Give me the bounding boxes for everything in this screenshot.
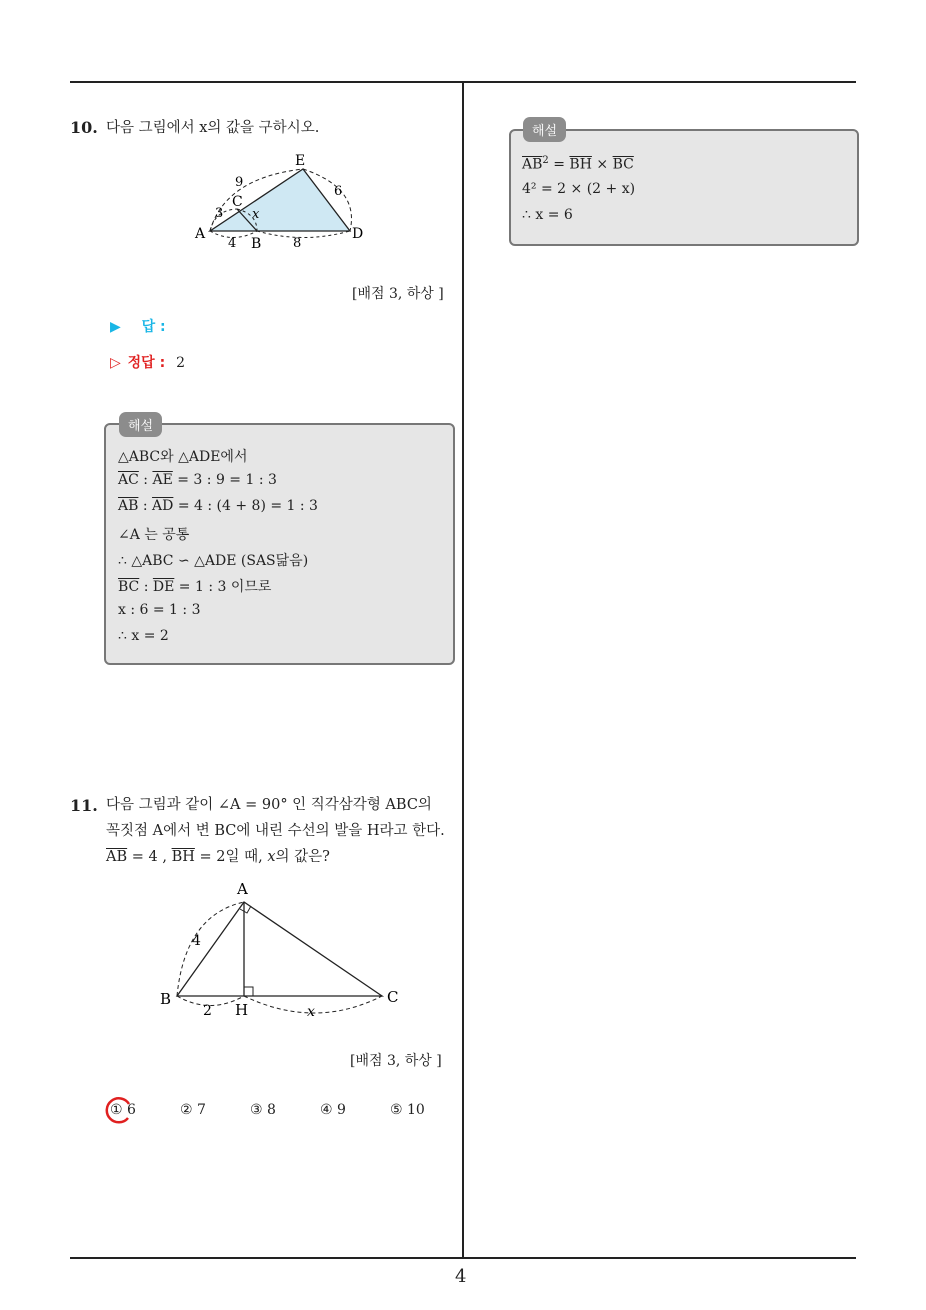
length-ed: 6 bbox=[334, 184, 343, 199]
column-divider bbox=[462, 82, 464, 1259]
q11-expl-line-2: 4² = 2 × (2 + x) bbox=[522, 181, 636, 197]
arc-bd bbox=[257, 231, 350, 238]
correct-answer-label: 정답 : bbox=[127, 355, 166, 371]
q11-expl-line-1: $\overline{AB}^2 = \overline{BH} \times \overline{BC}$ bbox=[522, 155, 634, 173]
label-d: D bbox=[352, 226, 364, 242]
length-ac: 3 bbox=[215, 206, 224, 221]
label-c: C bbox=[387, 988, 399, 1006]
label-a: A bbox=[237, 880, 248, 898]
question-10-figure bbox=[185, 148, 375, 258]
length-ab: 4 bbox=[228, 236, 237, 251]
question-11-text-line-3: $\overline{AB} = 4$ , $\overline{BH} = 2$일 때, x의 값은? bbox=[106, 849, 330, 865]
q11-expl-line-3: ∴ x = 6 bbox=[522, 207, 573, 223]
question-10-explanation-tag: 해설 bbox=[119, 412, 162, 437]
length-ae: 9 bbox=[235, 175, 244, 190]
question-10-score: [배점 3, 하상 ] bbox=[352, 286, 444, 302]
label-c: C bbox=[232, 194, 243, 210]
q10-expl-line-5: ∴ △ABC ∽ △ADE (SAS닮음) bbox=[118, 553, 309, 569]
outline-arrow-icon: ▷ bbox=[110, 355, 121, 371]
correct-answer-row bbox=[110, 352, 185, 372]
label-a: A bbox=[195, 226, 206, 242]
length-bh: 2 bbox=[203, 1003, 212, 1019]
label-h: H bbox=[235, 1001, 249, 1019]
q10-expl-line-1: △ABC와 △ADE에서 bbox=[118, 449, 248, 465]
choice-4[interactable]: ④ 9 bbox=[320, 1102, 346, 1118]
triangle-abc bbox=[177, 902, 382, 996]
length-hc: x bbox=[307, 1004, 315, 1020]
q10-expl-line-7: x : 6 = 1 : 3 bbox=[118, 602, 201, 618]
play-arrow-icon: ▶ bbox=[110, 319, 121, 335]
choice-3[interactable]: ③ 8 bbox=[250, 1102, 276, 1118]
question-11-figure bbox=[155, 875, 415, 1025]
q10-expl-line-8: ∴ x = 2 bbox=[118, 628, 169, 644]
question-11-number: 11. bbox=[70, 796, 98, 815]
q10-expl-line-6: $\overline{BC}$ : $\overline{DE} = 1$ : 3 이므로 bbox=[118, 579, 272, 595]
q10-expl-line-4: ∠A 는 공통 bbox=[118, 527, 190, 543]
answer-label: 답 : bbox=[141, 319, 166, 335]
question-10-text: 다음 그림에서 x의 값을 구하시오. bbox=[106, 120, 320, 136]
choice-1[interactable]: ① 6 bbox=[110, 1102, 136, 1118]
question-11-text-line-1: 다음 그림과 같이 ∠A = 90° 인 직각삼각형 ABC의 bbox=[106, 797, 432, 813]
question-11-text-line-2: 꼭짓점 A에서 변 BC에 내린 수선의 발을 H라고 한다. bbox=[106, 823, 445, 839]
page-number: 4 bbox=[455, 1266, 467, 1287]
q10-expl-line-3: $\overline{AB}$ : $\overline{AD} = 4$ : (4 + 8) = 1 : 3 bbox=[118, 498, 318, 514]
correct-answer-value: 2 bbox=[176, 355, 185, 371]
label-e: E bbox=[295, 153, 306, 169]
label-b: B bbox=[160, 990, 172, 1008]
length-cb: x bbox=[252, 207, 260, 222]
question-10-number: 10. bbox=[70, 118, 98, 137]
length-ab: 4 bbox=[192, 933, 201, 949]
triangle-ade bbox=[210, 169, 350, 231]
question-11-explanation-tag: 해설 bbox=[523, 117, 566, 142]
selected-choice-circle-icon bbox=[101, 1094, 135, 1128]
question-11-score: [배점 3, 하상 ] bbox=[350, 1053, 442, 1069]
label-b: B bbox=[251, 236, 262, 252]
right-angle-a bbox=[240, 906, 251, 913]
length-bd: 8 bbox=[293, 236, 302, 251]
choice-5[interactable]: ⑤ 10 bbox=[390, 1102, 425, 1118]
answer-row bbox=[110, 316, 166, 336]
choice-2[interactable]: ② 7 bbox=[180, 1102, 206, 1118]
q10-expl-line-2: $\overline{AC}$ : $\overline{AE} = 3$ : 9 = 1 : 3 bbox=[118, 472, 277, 488]
right-angle-h bbox=[244, 987, 253, 996]
